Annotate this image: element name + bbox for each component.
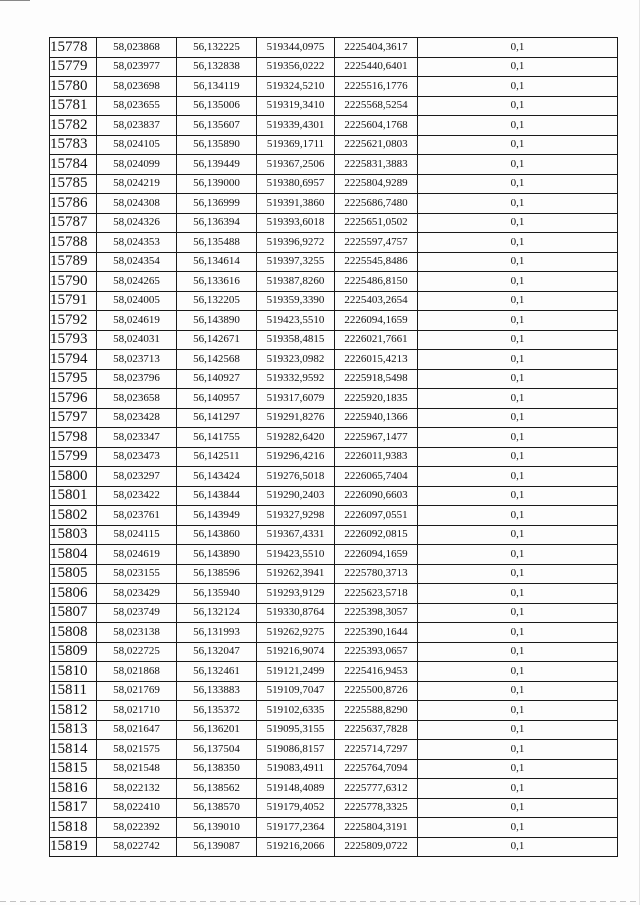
value-cell: 0,1 [418,642,618,662]
latitude-cell: 58,022742 [97,837,177,857]
x-coordinate-cell: 519095,3155 [257,720,335,740]
table-row [50,38,618,58]
value-cell: 0,1 [418,506,618,526]
value-cell: 0,1 [418,701,618,721]
longitude-cell: 56,137504 [177,740,257,760]
x-coordinate-cell: 519323,0982 [257,350,335,370]
x-coordinate-cell: 519356,0222 [257,57,335,77]
latitude-cell: 58,023713 [97,350,177,370]
value-cell: 0,1 [418,818,618,838]
point-number-cell: 15803 [50,525,97,545]
point-number-cell: 15781 [50,96,97,116]
x-coordinate-cell: 519339,4301 [257,116,335,136]
point-number-cell: 15792 [50,311,97,331]
latitude-cell: 58,021710 [97,701,177,721]
latitude-cell: 58,023749 [97,603,177,623]
point-number-cell: 15811 [50,681,97,701]
x-coordinate-cell: 519177,2364 [257,818,335,838]
longitude-cell: 56,138570 [177,798,257,818]
x-coordinate-cell: 519380,6957 [257,174,335,194]
table-row [50,233,618,253]
point-number-cell: 15784 [50,155,97,175]
longitude-cell: 56,136201 [177,720,257,740]
table-row [50,623,618,643]
latitude-cell: 58,023796 [97,369,177,389]
table-row [50,408,618,428]
latitude-cell: 58,024619 [97,545,177,565]
latitude-cell: 58,023837 [97,116,177,136]
value-cell: 0,1 [418,38,618,58]
point-number-cell: 15814 [50,740,97,760]
point-number-cell: 15801 [50,486,97,506]
point-number-cell: 15779 [50,57,97,77]
point-number-cell: 15815 [50,759,97,779]
y-coordinate-cell: 2225486,8150 [335,272,418,292]
x-coordinate-cell: 519148,4089 [257,779,335,799]
longitude-cell: 56,133883 [177,681,257,701]
table-row [50,174,618,194]
y-coordinate-cell: 2225500,8726 [335,681,418,701]
value-cell: 0,1 [418,798,618,818]
point-number-cell: 15791 [50,291,97,311]
y-coordinate-cell: 2225764,7094 [335,759,418,779]
longitude-cell: 56,136394 [177,213,257,233]
x-coordinate-cell: 519332,9592 [257,369,335,389]
x-coordinate-cell: 519216,9074 [257,642,335,662]
point-number-cell: 15778 [50,38,97,58]
point-number-cell: 15800 [50,467,97,487]
latitude-cell: 58,021868 [97,662,177,682]
coordinates-table-body [50,38,618,857]
latitude-cell: 58,023473 [97,447,177,467]
point-number-cell: 15817 [50,798,97,818]
x-coordinate-cell: 519393,6018 [257,213,335,233]
latitude-cell: 58,024619 [97,311,177,331]
point-number-cell: 15782 [50,116,97,136]
x-coordinate-cell: 519397,3255 [257,252,335,272]
point-number-cell: 15786 [50,194,97,214]
latitude-cell: 58,022132 [97,779,177,799]
value-cell: 0,1 [418,428,618,448]
table-row [50,213,618,233]
longitude-cell: 56,132047 [177,642,257,662]
table-row [50,584,618,604]
value-cell: 0,1 [418,389,618,409]
y-coordinate-cell: 2225393,0657 [335,642,418,662]
table-row [50,603,618,623]
table-row [50,155,618,175]
y-coordinate-cell: 2225390,1644 [335,623,418,643]
x-coordinate-cell: 519291,8276 [257,408,335,428]
point-number-cell: 15804 [50,545,97,565]
y-coordinate-cell: 2225404,3617 [335,38,418,58]
y-coordinate-cell: 2225440,6401 [335,57,418,77]
table-row [50,506,618,526]
longitude-cell: 56,138596 [177,564,257,584]
table-row [50,135,618,155]
longitude-cell: 56,133616 [177,272,257,292]
point-number-cell: 15806 [50,584,97,604]
y-coordinate-cell: 2225416,9453 [335,662,418,682]
y-coordinate-cell: 2225967,1477 [335,428,418,448]
table-row [50,779,618,799]
y-coordinate-cell: 2225516,1776 [335,77,418,97]
point-number-cell: 15788 [50,233,97,253]
y-coordinate-cell: 2226092,0815 [335,525,418,545]
longitude-cell: 56,135940 [177,584,257,604]
y-coordinate-cell: 2225604,1768 [335,116,418,136]
value-cell: 0,1 [418,623,618,643]
latitude-cell: 58,023347 [97,428,177,448]
x-coordinate-cell: 519296,4216 [257,447,335,467]
longitude-cell: 56,135890 [177,135,257,155]
point-number-cell: 15793 [50,330,97,350]
value-cell: 0,1 [418,77,618,97]
longitude-cell: 56,132205 [177,291,257,311]
latitude-cell: 58,021548 [97,759,177,779]
longitude-cell: 56,135006 [177,96,257,116]
point-number-cell: 15816 [50,779,97,799]
latitude-cell: 58,023868 [97,38,177,58]
value-cell: 0,1 [418,584,618,604]
value-cell: 0,1 [418,350,618,370]
longitude-cell: 56,139087 [177,837,257,857]
longitude-cell: 56,135372 [177,701,257,721]
latitude-cell: 58,022410 [97,798,177,818]
point-number-cell: 15813 [50,720,97,740]
value-cell: 0,1 [418,135,618,155]
value-cell: 0,1 [418,564,618,584]
latitude-cell: 58,023422 [97,486,177,506]
point-number-cell: 15794 [50,350,97,370]
x-coordinate-cell: 519276,5018 [257,467,335,487]
value-cell: 0,1 [418,720,618,740]
y-coordinate-cell: 2225918,5498 [335,369,418,389]
value-cell: 0,1 [418,252,618,272]
table-row [50,662,618,682]
y-coordinate-cell: 2225403,2654 [335,291,418,311]
y-coordinate-cell: 2225940,1366 [335,408,418,428]
value-cell: 0,1 [418,311,618,331]
x-coordinate-cell: 519327,9298 [257,506,335,526]
value-cell: 0,1 [418,740,618,760]
y-coordinate-cell: 2226021,7661 [335,330,418,350]
point-number-cell: 15789 [50,252,97,272]
longitude-cell: 56,131993 [177,623,257,643]
point-number-cell: 15807 [50,603,97,623]
point-number-cell: 15787 [50,213,97,233]
longitude-cell: 56,135488 [177,233,257,253]
longitude-cell: 56,135607 [177,116,257,136]
y-coordinate-cell: 2225588,8290 [335,701,418,721]
x-coordinate-cell: 519086,8157 [257,740,335,760]
latitude-cell: 58,024005 [97,291,177,311]
table-row [50,291,618,311]
table-row [50,545,618,565]
value-cell: 0,1 [418,57,618,77]
table-row [50,428,618,448]
table-row [50,330,618,350]
y-coordinate-cell: 2225777,6312 [335,779,418,799]
point-number-cell: 15798 [50,428,97,448]
y-coordinate-cell: 2225714,7297 [335,740,418,760]
longitude-cell: 56,132461 [177,662,257,682]
longitude-cell: 56,143860 [177,525,257,545]
latitude-cell: 58,023429 [97,584,177,604]
longitude-cell: 56,142671 [177,330,257,350]
x-coordinate-cell: 519387,8260 [257,272,335,292]
table-row [50,818,618,838]
latitude-cell: 58,023977 [97,57,177,77]
y-coordinate-cell: 2225809,0722 [335,837,418,857]
y-coordinate-cell: 2226011,9383 [335,447,418,467]
x-coordinate-cell: 519083,4911 [257,759,335,779]
latitude-cell: 58,024326 [97,213,177,233]
x-coordinate-cell: 519369,1711 [257,135,335,155]
longitude-cell: 56,143949 [177,506,257,526]
point-number-cell: 15790 [50,272,97,292]
x-coordinate-cell: 519179,4052 [257,798,335,818]
point-number-cell: 15805 [50,564,97,584]
y-coordinate-cell: 2225920,1835 [335,389,418,409]
value-cell: 0,1 [418,369,618,389]
latitude-cell: 58,024099 [97,155,177,175]
x-coordinate-cell: 519396,9272 [257,233,335,253]
longitude-cell: 56,132838 [177,57,257,77]
point-number-cell: 15812 [50,701,97,721]
point-number-cell: 15796 [50,389,97,409]
x-coordinate-cell: 519391,3860 [257,194,335,214]
latitude-cell: 58,023428 [97,408,177,428]
y-coordinate-cell: 2225831,3883 [335,155,418,175]
latitude-cell: 58,024105 [97,135,177,155]
point-number-cell: 15783 [50,135,97,155]
table-row [50,389,618,409]
table-row [50,642,618,662]
longitude-cell: 56,141297 [177,408,257,428]
point-number-cell: 15780 [50,77,97,97]
longitude-cell: 56,143890 [177,545,257,565]
latitude-cell: 58,024115 [97,525,177,545]
y-coordinate-cell: 2225804,9289 [335,174,418,194]
y-coordinate-cell: 2225621,0803 [335,135,418,155]
value-cell: 0,1 [418,662,618,682]
x-coordinate-cell: 519358,4815 [257,330,335,350]
table-row [50,311,618,331]
longitude-cell: 56,140927 [177,369,257,389]
coordinates-table [49,37,618,857]
latitude-cell: 58,021575 [97,740,177,760]
latitude-cell: 58,023297 [97,467,177,487]
value-cell: 0,1 [418,155,618,175]
latitude-cell: 58,022725 [97,642,177,662]
longitude-cell: 56,132225 [177,38,257,58]
y-coordinate-cell: 2226015,4213 [335,350,418,370]
value-cell: 0,1 [418,233,618,253]
value-cell: 0,1 [418,96,618,116]
x-coordinate-cell: 519102,6335 [257,701,335,721]
value-cell: 0,1 [418,486,618,506]
x-coordinate-cell: 519344,0975 [257,38,335,58]
table-row [50,681,618,701]
longitude-cell: 56,134119 [177,77,257,97]
point-number-cell: 15809 [50,642,97,662]
y-coordinate-cell: 2225623,5718 [335,584,418,604]
table-row [50,467,618,487]
table-row [50,759,618,779]
point-number-cell: 15795 [50,369,97,389]
point-number-cell: 15808 [50,623,97,643]
x-coordinate-cell: 519330,8764 [257,603,335,623]
value-cell: 0,1 [418,194,618,214]
point-number-cell: 15810 [50,662,97,682]
x-coordinate-cell: 519290,2403 [257,486,335,506]
latitude-cell: 58,024219 [97,174,177,194]
y-coordinate-cell: 2225568,5254 [335,96,418,116]
x-coordinate-cell: 519319,3410 [257,96,335,116]
value-cell: 0,1 [418,272,618,292]
y-coordinate-cell: 2225398,3057 [335,603,418,623]
point-number-cell: 15799 [50,447,97,467]
value-cell: 0,1 [418,681,618,701]
x-coordinate-cell: 519293,9129 [257,584,335,604]
table-row [50,486,618,506]
y-coordinate-cell: 2225686,7480 [335,194,418,214]
x-coordinate-cell: 519121,2499 [257,662,335,682]
latitude-cell: 58,023761 [97,506,177,526]
x-coordinate-cell: 519262,3941 [257,564,335,584]
longitude-cell: 56,142511 [177,447,257,467]
longitude-cell: 56,141755 [177,428,257,448]
y-coordinate-cell: 2226094,1659 [335,311,418,331]
table-row [50,369,618,389]
y-coordinate-cell: 2225651,0502 [335,213,418,233]
longitude-cell: 56,140957 [177,389,257,409]
table-row [50,701,618,721]
value-cell: 0,1 [418,330,618,350]
longitude-cell: 56,136999 [177,194,257,214]
point-number-cell: 15802 [50,506,97,526]
latitude-cell: 58,023655 [97,96,177,116]
y-coordinate-cell: 2225780,3713 [335,564,418,584]
latitude-cell: 58,021647 [97,720,177,740]
longitude-cell: 56,134614 [177,252,257,272]
longitude-cell: 56,139449 [177,155,257,175]
table-row [50,57,618,77]
y-coordinate-cell: 2225545,8486 [335,252,418,272]
table-row [50,525,618,545]
value-cell: 0,1 [418,213,618,233]
latitude-cell: 58,023138 [97,623,177,643]
x-coordinate-cell: 519282,6420 [257,428,335,448]
y-coordinate-cell: 2225778,3325 [335,798,418,818]
latitude-cell: 58,023698 [97,77,177,97]
scan-mark [0,0,30,1]
value-cell: 0,1 [418,291,618,311]
x-coordinate-cell: 519367,2506 [257,155,335,175]
value-cell: 0,1 [418,116,618,136]
latitude-cell: 58,024353 [97,233,177,253]
longitude-cell: 56,139000 [177,174,257,194]
value-cell: 0,1 [418,759,618,779]
x-coordinate-cell: 519423,5510 [257,311,335,331]
latitude-cell: 58,024354 [97,252,177,272]
table-row [50,447,618,467]
x-coordinate-cell: 519109,7047 [257,681,335,701]
table-row [50,837,618,857]
value-cell: 0,1 [418,837,618,857]
table-row [50,720,618,740]
table-row [50,116,618,136]
value-cell: 0,1 [418,447,618,467]
table-row [50,740,618,760]
scan-bottom-edge [0,901,640,902]
point-number-cell: 15819 [50,837,97,857]
y-coordinate-cell: 2225637,7828 [335,720,418,740]
x-coordinate-cell: 519367,4331 [257,525,335,545]
y-coordinate-cell: 2225597,4757 [335,233,418,253]
latitude-cell: 58,024308 [97,194,177,214]
x-coordinate-cell: 519359,3390 [257,291,335,311]
table-row [50,564,618,584]
value-cell: 0,1 [418,408,618,428]
table-row [50,350,618,370]
y-coordinate-cell: 2226094,1659 [335,545,418,565]
value-cell: 0,1 [418,174,618,194]
table-row [50,194,618,214]
table-row [50,252,618,272]
latitude-cell: 58,024031 [97,330,177,350]
point-number-cell: 15785 [50,174,97,194]
x-coordinate-cell: 519423,5510 [257,545,335,565]
latitude-cell: 58,021769 [97,681,177,701]
y-coordinate-cell: 2226097,0551 [335,506,418,526]
x-coordinate-cell: 519317,6079 [257,389,335,409]
table-row [50,798,618,818]
longitude-cell: 56,139010 [177,818,257,838]
y-coordinate-cell: 2225804,3191 [335,818,418,838]
value-cell: 0,1 [418,525,618,545]
longitude-cell: 56,132124 [177,603,257,623]
x-coordinate-cell: 519324,5210 [257,77,335,97]
latitude-cell: 58,023155 [97,564,177,584]
longitude-cell: 56,138350 [177,759,257,779]
longitude-cell: 56,143424 [177,467,257,487]
latitude-cell: 58,024265 [97,272,177,292]
latitude-cell: 58,022392 [97,818,177,838]
value-cell: 0,1 [418,779,618,799]
table-row [50,77,618,97]
value-cell: 0,1 [418,603,618,623]
point-number-cell: 15818 [50,818,97,838]
longitude-cell: 56,143890 [177,311,257,331]
longitude-cell: 56,142568 [177,350,257,370]
table-row [50,272,618,292]
value-cell: 0,1 [418,467,618,487]
point-number-cell: 15797 [50,408,97,428]
table-row [50,96,618,116]
y-coordinate-cell: 2226065,7404 [335,467,418,487]
x-coordinate-cell: 519262,9275 [257,623,335,643]
longitude-cell: 56,138562 [177,779,257,799]
value-cell: 0,1 [418,545,618,565]
y-coordinate-cell: 2226090,6603 [335,486,418,506]
x-coordinate-cell: 519216,2066 [257,837,335,857]
latitude-cell: 58,023658 [97,389,177,409]
longitude-cell: 56,143844 [177,486,257,506]
